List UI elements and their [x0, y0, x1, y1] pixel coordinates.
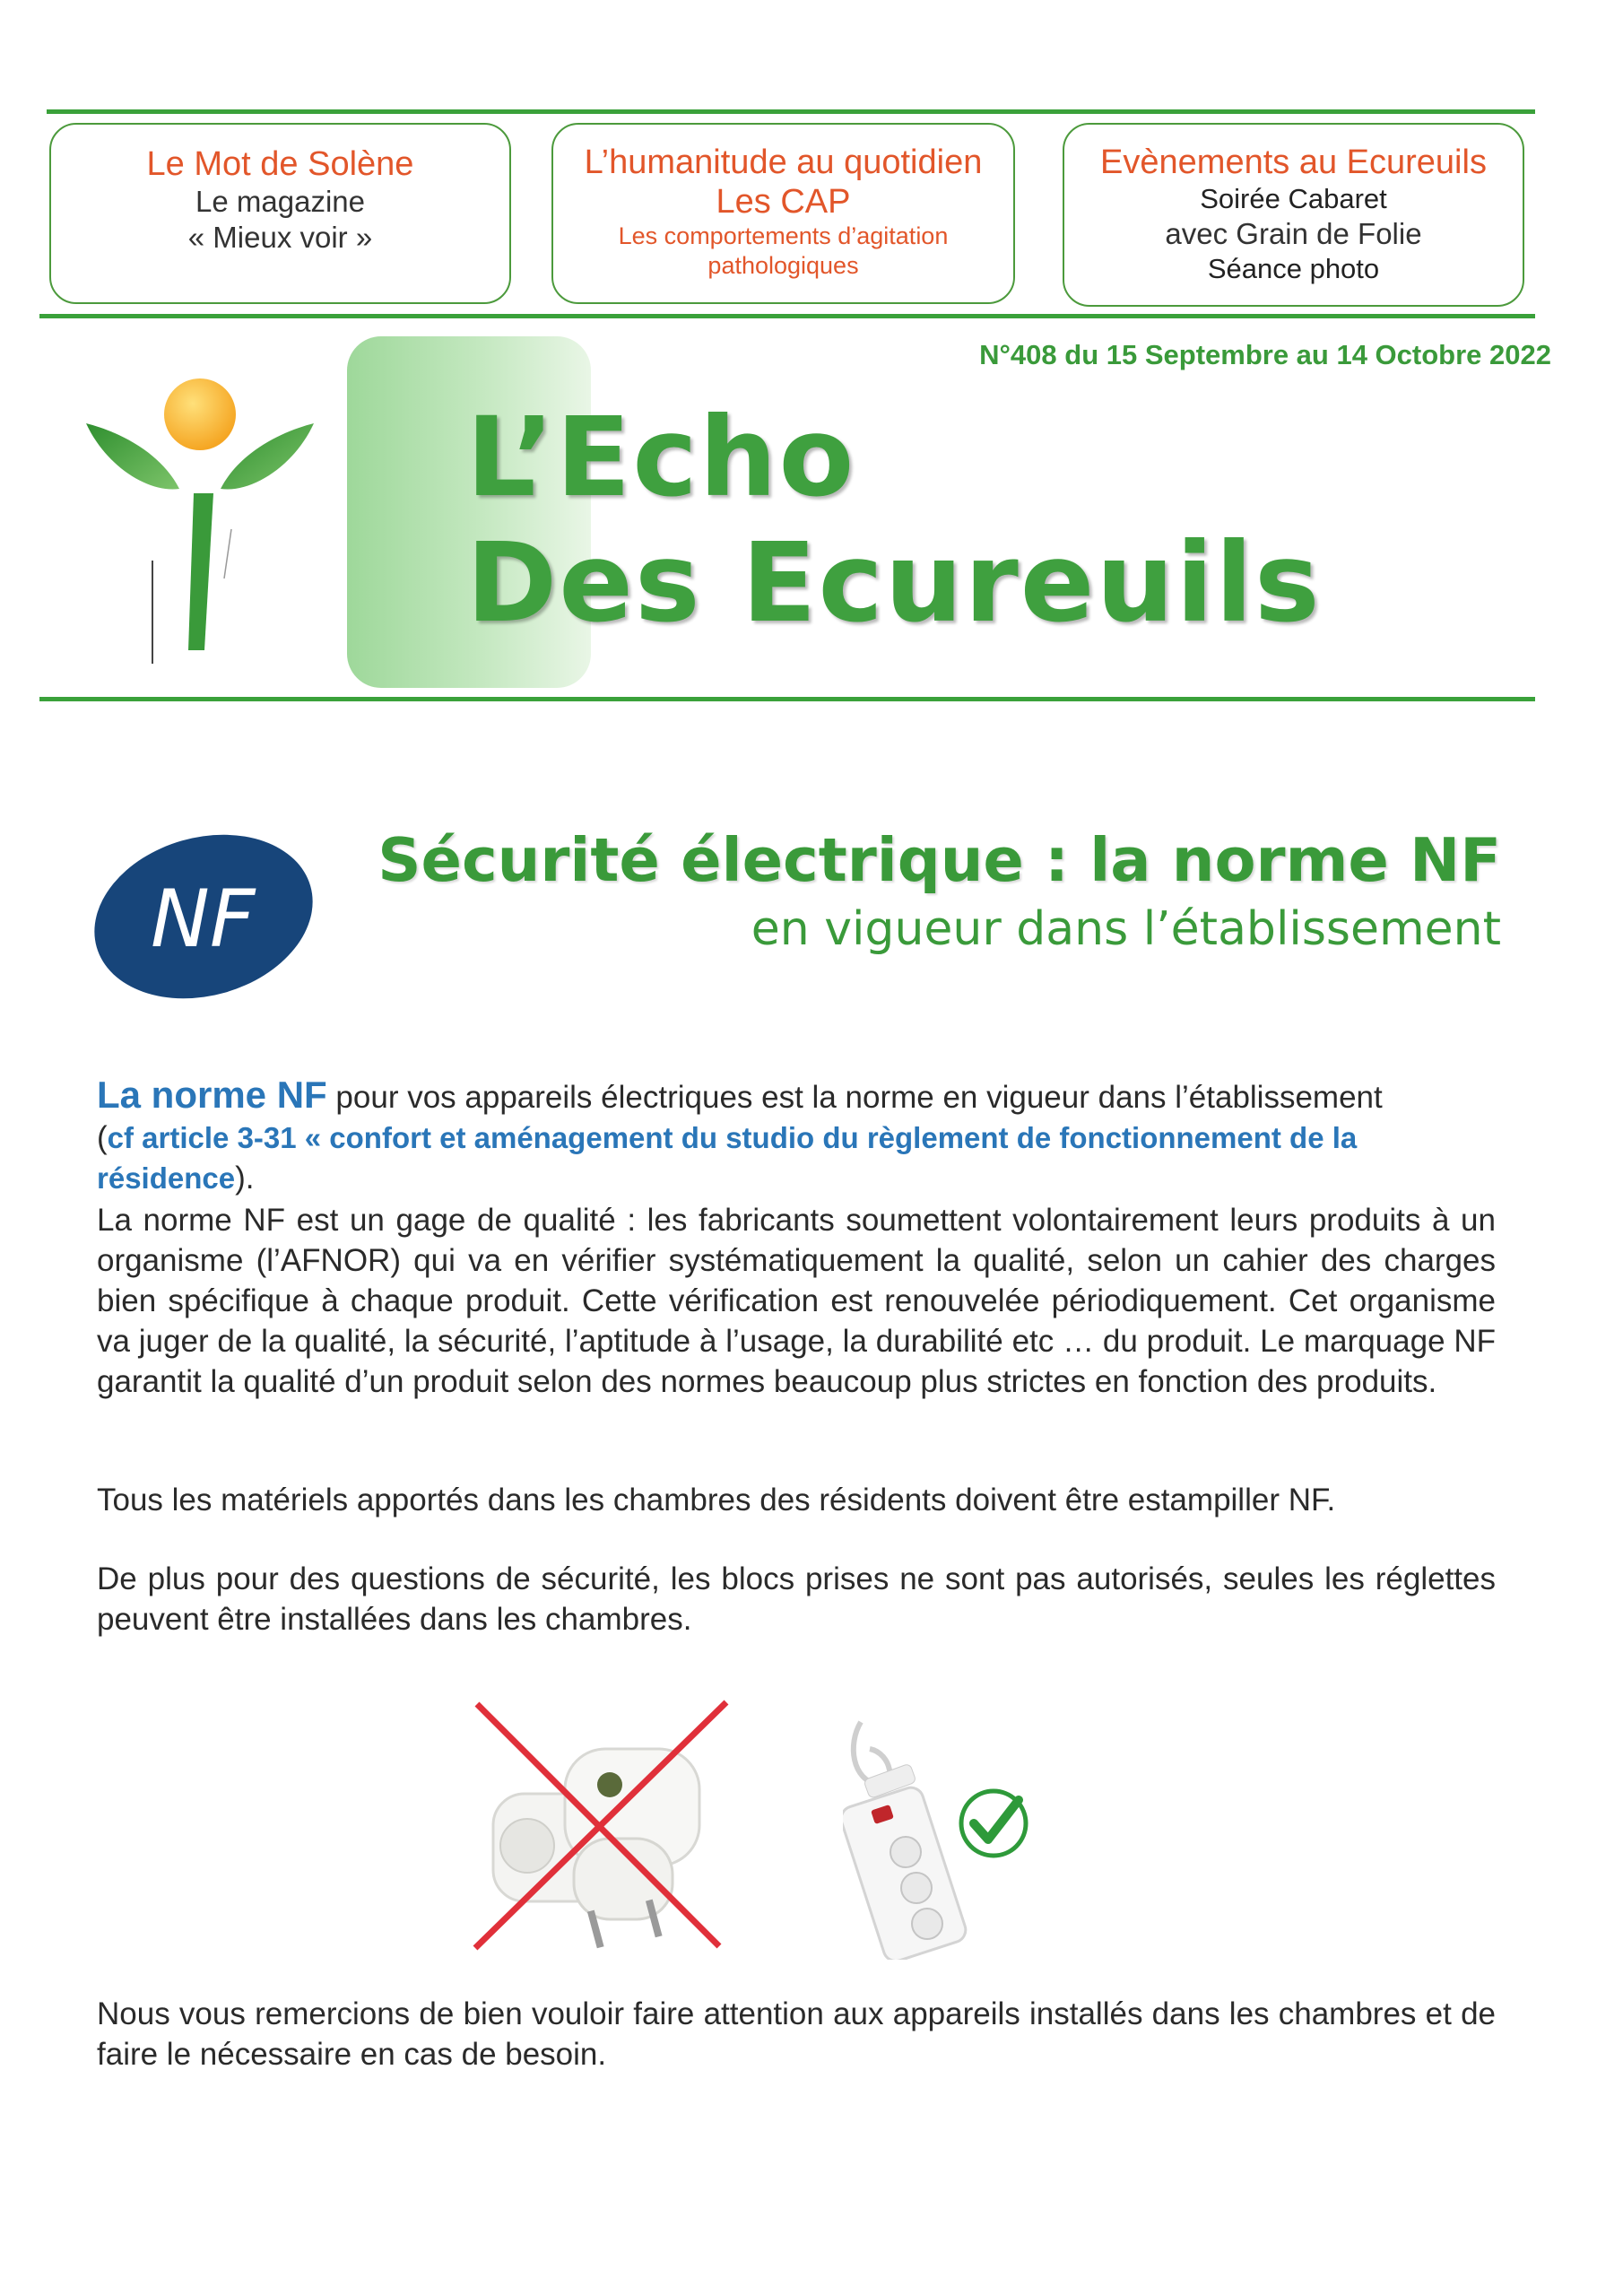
nf-logo — [90, 834, 318, 1000]
issue-date: N°408 du 15 Septembre au 14 Octobre 2022 — [979, 339, 1551, 370]
box-line: Le magazine — [195, 185, 365, 218]
paragraph-closing: Nous vous remercions de bien vouloir faire attention aux appareils installés dans les chambres et de faire le nécessaire en cas de besoin. — [97, 1996, 1496, 2072]
multi-plug-adapter-crossed-out-image — [466, 1695, 735, 1955]
box-title: Les CAP — [716, 183, 851, 221]
header-box-evenements[interactable] — [1063, 123, 1524, 307]
box-line: Séance photo — [1207, 253, 1380, 284]
svg-text:NF: NF — [151, 873, 256, 965]
header-box-humanitude[interactable] — [551, 123, 1015, 304]
sprout-logo — [79, 368, 330, 673]
box-subtext: pathologiques — [707, 252, 859, 279]
masthead-line-2: Des Ecureuils — [466, 519, 1322, 647]
box-subtext: Les comportements d’agitation — [618, 222, 949, 249]
box-title: Le Mot de Solène — [146, 145, 414, 183]
box-line: Soirée Cabaret — [1200, 183, 1387, 214]
box-line: avec Grain de Folie — [1165, 217, 1422, 250]
article-title: Sécurité électrique : la norme NF — [378, 825, 1501, 895]
paragraph-materials: Tous les matériels apportés dans les chambres des résidents doivent être estampiller NF. — [97, 1483, 1336, 1518]
box-title: L’humanitude au quotidien — [584, 144, 983, 181]
header-bottom-rule — [39, 314, 1535, 318]
paragraph-power-strips: De plus pour des questions de sécurité, les blocs prises ne sont pas autorisés, seules les réglettes peuvent être installées dans les chambres. — [97, 1561, 1496, 1637]
header-box-mot-de-solene[interactable] — [49, 123, 511, 304]
article-subtitle: en vigueur dans l’établissement — [751, 902, 1501, 956]
masthead-bottom-rule — [39, 697, 1535, 701]
power-strip-approved-image — [843, 1718, 1040, 1960]
box-title: Evènements au Ecureuils — [1100, 144, 1487, 181]
regulation-reference: cf article 3-31 « confort et aménagement du studio du règlement de fonctionnement de la résidence — [97, 1121, 1358, 1195]
top-rule — [47, 109, 1535, 114]
lead-text: La norme NF — [97, 1074, 327, 1116]
ref-close: ). — [235, 1161, 255, 1196]
paragraph-intro — [97, 1074, 1496, 1198]
intro-text: pour vos appareils électriques est la norme en vigueur dans l’établissement — [326, 1080, 1383, 1115]
masthead-line-1: L’Echo — [466, 394, 856, 521]
paragraph-quality: La norme NF est un gage de qualité : les fabricants soumettent volontairement leurs produits à un organisme (l’AFNOR) qui va en vérifier systématiquement la qualité, selon un cahier des charges bien spécifique à chaque produit. Cette vérification est renouvelée périodiquement. Cet organisme va juger de la qualité, la sécurité, l’aptitude à l’usage, la durabilité etc … du produit. Le marquage NF garantit la qualité d’un produit selon des normes beaucoup plus strictes en fonction des produits. — [97, 1203, 1496, 1399]
box-line: « Mieux voir » — [187, 221, 373, 254]
ref-open: ( — [97, 1120, 108, 1155]
